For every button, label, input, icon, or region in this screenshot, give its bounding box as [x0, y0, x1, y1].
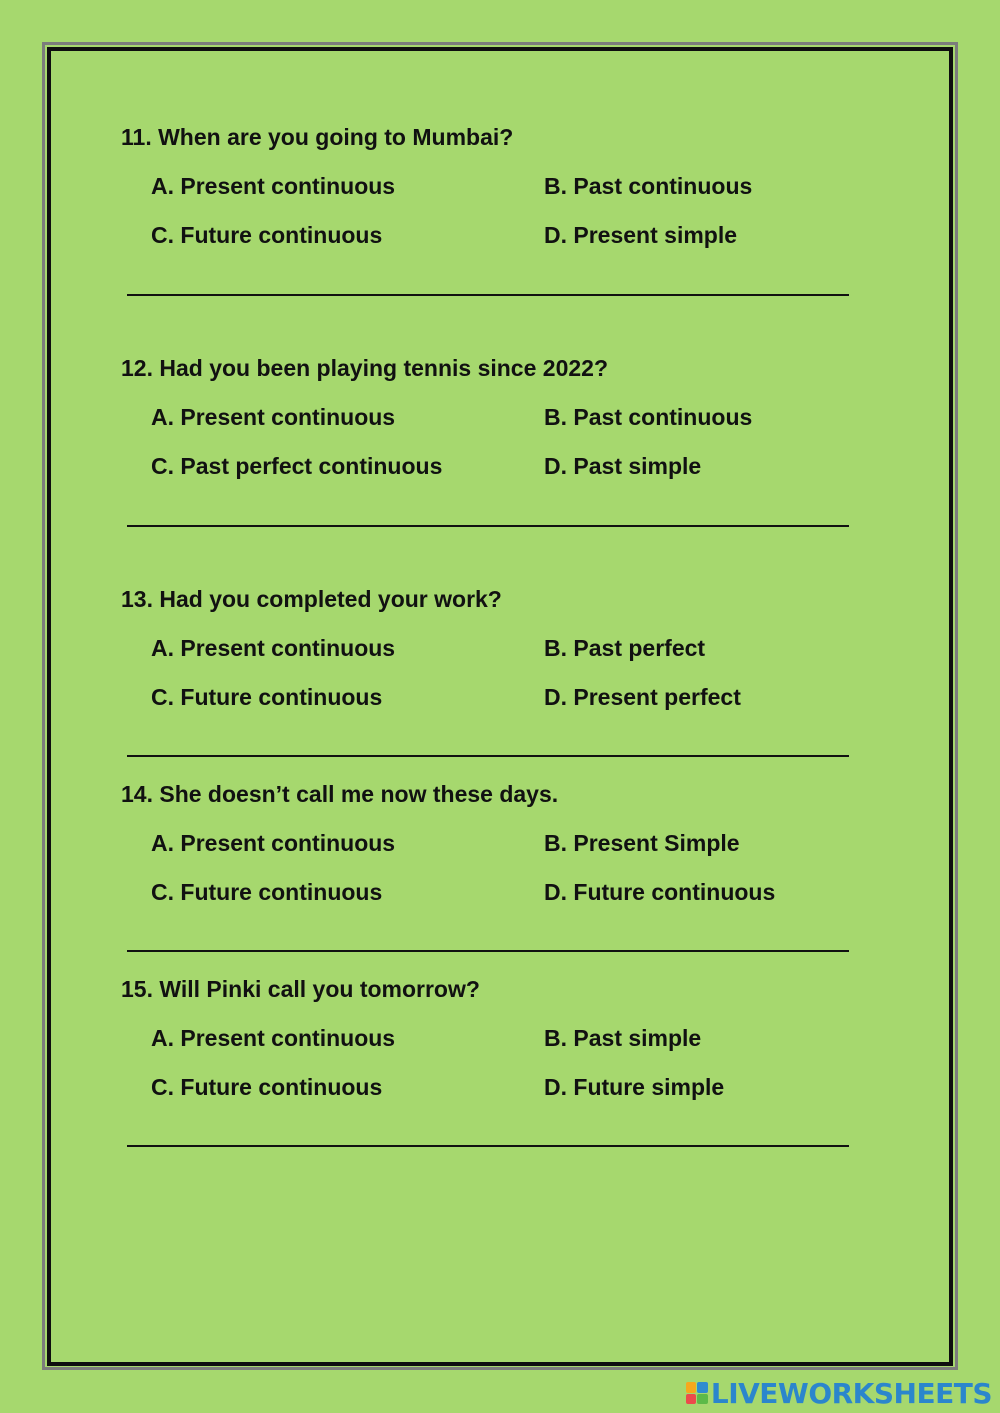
option-c[interactable]: C. Future continuous	[151, 879, 383, 905]
option-a[interactable]: A. Present continuous	[151, 830, 396, 856]
question-text: 14. She doesn’t call me now these days.	[121, 781, 559, 807]
option-c[interactable]: C. Future continuous	[151, 684, 383, 710]
option-d[interactable]: D. Present simple	[544, 222, 738, 248]
option-c[interactable]: C. Future continuous	[151, 222, 383, 248]
option-c[interactable]: C. Future continuous	[151, 1074, 383, 1100]
answer-line-13[interactable]	[127, 755, 849, 757]
answer-line-14[interactable]	[127, 950, 849, 952]
option-d[interactable]: D. Future continuous	[544, 879, 776, 905]
option-b[interactable]: B. Past perfect	[544, 635, 706, 661]
option-b[interactable]: B. Past continuous	[544, 404, 753, 430]
option-a[interactable]: A. Present continuous	[151, 1025, 396, 1051]
option-d[interactable]: D. Future simple	[544, 1074, 725, 1100]
option-a[interactable]: A. Present continuous	[151, 404, 396, 430]
logo-text: LIVEWORKSHEETS	[710, 1376, 992, 1410]
option-d[interactable]: D. Past simple	[544, 453, 702, 479]
option-b[interactable]: B. Past simple	[544, 1025, 702, 1051]
question-text: 12. Had you been playing tennis since 2022?	[121, 355, 608, 381]
option-d[interactable]: D. Present perfect	[544, 684, 741, 710]
option-b[interactable]: B. Past continuous	[544, 173, 753, 199]
option-a[interactable]: A. Present continuous	[151, 635, 396, 661]
option-c[interactable]: C. Past perfect continuous	[151, 453, 443, 479]
answer-line-15[interactable]	[127, 1145, 849, 1147]
option-a[interactable]: A. Present continuous	[151, 173, 396, 199]
answer-line-12[interactable]	[127, 525, 849, 527]
liveworksheets-logo-icon	[686, 1382, 708, 1404]
option-b[interactable]: B. Present Simple	[544, 830, 740, 856]
answer-line-11[interactable]	[127, 294, 849, 296]
question-text: 11. When are you going to Mumbai?	[121, 124, 514, 150]
question-text: 13. Had you completed your work?	[121, 586, 502, 612]
liveworksheets-logo	[686, 1377, 992, 1409]
question-text: 15. Will Pinki call you tomorrow?	[121, 976, 480, 1002]
